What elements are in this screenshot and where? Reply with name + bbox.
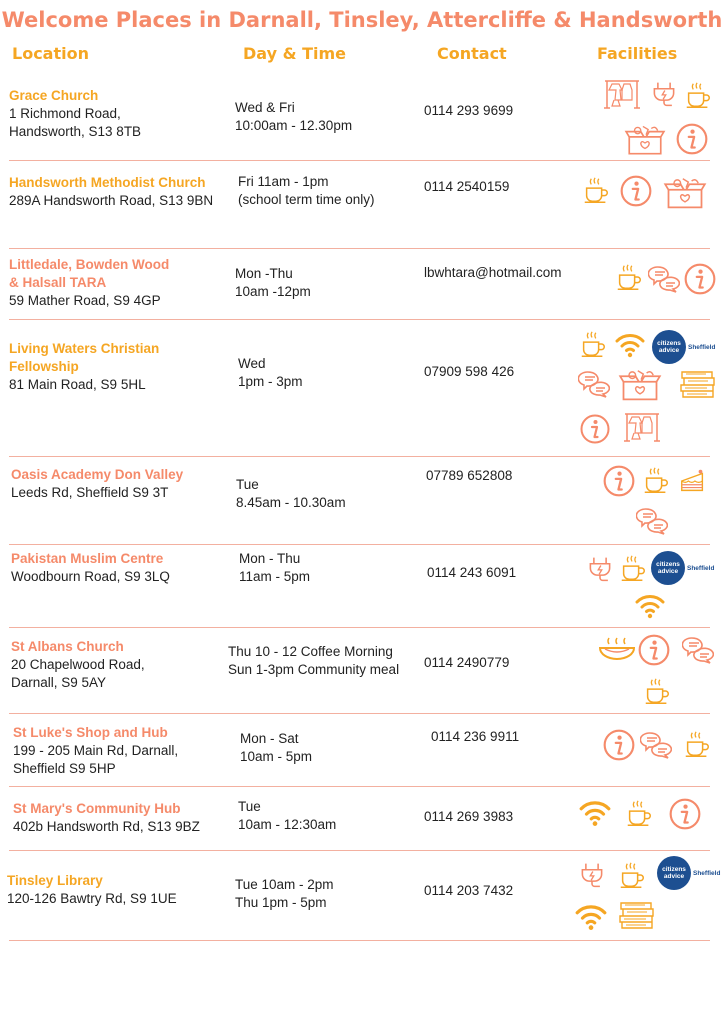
day-time xyxy=(236,476,346,512)
day-line: Mon - Thu xyxy=(239,551,301,566)
citizens-advice-logo xyxy=(657,856,720,890)
clothes-rail-icon xyxy=(622,410,662,444)
location-address: 289A Handsworth Road, S13 9BN xyxy=(9,193,214,208)
day-time xyxy=(235,99,352,135)
day-line: Mon - Sat xyxy=(240,731,299,746)
time-line: 10am - 12:30am xyxy=(238,817,337,832)
location-name: Fellowship xyxy=(9,359,79,374)
location-address: Woodbourn Road, S9 3LQ xyxy=(11,569,170,584)
location-name: St Albans Church xyxy=(11,639,124,654)
contact: 0114 269 3983 xyxy=(424,809,514,824)
ca-text: advice xyxy=(658,347,680,354)
hot-drink-icon xyxy=(581,175,611,205)
hot-drink-icon xyxy=(683,80,713,110)
row-divider xyxy=(9,713,710,714)
charging-icon xyxy=(586,555,614,583)
info-icon xyxy=(602,464,636,498)
row-divider xyxy=(9,160,710,161)
time-line: (school term time only) xyxy=(238,192,375,207)
hot-drink-icon xyxy=(614,262,644,292)
ca-text: citizens xyxy=(657,340,681,347)
hot-drink-icon xyxy=(578,329,608,359)
contact: 0114 236 9911 xyxy=(431,729,520,744)
citizens-advice-logo xyxy=(651,551,714,585)
info-icon xyxy=(579,413,611,445)
day-time xyxy=(238,355,303,391)
location-name: Living Waters Christian xyxy=(9,341,160,356)
row-divider xyxy=(9,456,710,457)
time-line: Thu 1pm - 5pm xyxy=(235,895,327,910)
location-address: Leeds Rd, Sheffield S9 3T xyxy=(11,485,169,500)
location-name: St Mary's Community Hub xyxy=(13,801,181,816)
ca-text: citizens xyxy=(662,866,686,873)
time-line: 8.45am - 10.30am xyxy=(236,495,346,510)
page-title: Welcome Places in Darnall, Tinsley, Attercliffe & Handsworth xyxy=(1,8,723,32)
day-time xyxy=(238,798,336,834)
location-name: Tinsley Library xyxy=(7,873,103,888)
chat-icon xyxy=(640,729,672,761)
info-icon xyxy=(637,633,671,667)
row-divider xyxy=(9,544,710,545)
day-line: Mon -Thu xyxy=(235,266,293,281)
location-name: Handsworth Methodist Church xyxy=(9,175,206,190)
row-divider xyxy=(9,627,710,628)
time-line: 1pm - 3pm xyxy=(238,374,303,389)
header-contact: Contact xyxy=(437,44,507,63)
ca-city: Sheffield xyxy=(688,343,716,351)
contact: 0114 2540159 xyxy=(424,179,510,194)
location-name: Littledale, Bowden Wood xyxy=(9,257,170,272)
location-address: 1 Richmond Road, xyxy=(9,106,121,121)
contact: 0114 2490779 xyxy=(424,655,510,670)
row-divider xyxy=(9,319,710,320)
contact-email[interactable]: lbwhtara@hotmail.com xyxy=(424,265,562,280)
books-icon xyxy=(678,368,718,400)
ca-text: advice xyxy=(663,873,685,880)
day-line: Wed & Fri xyxy=(235,100,295,115)
day-time xyxy=(235,876,334,912)
location-address: Sheffield S9 5HP xyxy=(13,761,116,776)
day-line: Thu 10 - 12 Coffee Morning xyxy=(228,644,393,659)
day-line: Wed xyxy=(238,356,266,371)
location-name: Pakistan Muslim Centre xyxy=(11,551,164,566)
info-icon xyxy=(602,728,636,762)
chat-icon xyxy=(578,368,610,400)
location-address: 81 Main Road, S9 5HL xyxy=(9,377,146,392)
chat-icon xyxy=(636,505,668,537)
header-day-time: Day & Time xyxy=(243,44,347,63)
time-line: 10am -12pm xyxy=(235,284,311,299)
day-time xyxy=(238,173,375,209)
location-address: 20 Chapelwood Road, xyxy=(11,657,145,672)
header-facilities: Facilities xyxy=(597,44,678,63)
location-name: St Luke's Shop and Hub xyxy=(13,725,168,740)
row-divider xyxy=(9,940,710,941)
day-time xyxy=(239,550,310,586)
location-address: Handsworth, S13 8TB xyxy=(9,124,142,139)
chat-icon xyxy=(682,634,714,666)
contact: 0114 203 7432 xyxy=(424,883,514,898)
day-line: Tue xyxy=(236,477,259,492)
ca-city: Sheffield xyxy=(693,869,721,877)
day-line: Tue xyxy=(238,799,261,814)
location-name: Oasis Academy Don Valley xyxy=(11,467,184,482)
time-line: 10:00am - 12.30pm xyxy=(235,118,353,133)
contact: 0114 243 6091 xyxy=(427,565,517,580)
contact: 07909 598 426 xyxy=(424,364,515,379)
location-address: 402b Handsworth Rd, S13 9BZ xyxy=(13,819,200,834)
soup-bowl-icon xyxy=(597,632,637,666)
hot-drink-icon xyxy=(617,860,647,890)
location-address: 199 - 205 Main Rd, Darnall, xyxy=(13,743,179,758)
ca-city: Sheffield xyxy=(687,564,715,572)
ca-text: citizens xyxy=(656,561,680,568)
contact: 07789 652808 xyxy=(426,468,513,483)
info-icon xyxy=(683,262,717,296)
hot-drink-icon xyxy=(642,676,672,706)
time-line: Sun 1-3pm Community meal xyxy=(228,662,400,677)
contact: 0114 293 9699 xyxy=(424,103,514,118)
food-box-icon xyxy=(624,122,666,156)
chat-icon xyxy=(648,263,680,295)
day-time xyxy=(228,643,399,679)
food-box-icon xyxy=(663,174,707,210)
day-line: Tue 10am - 2pm xyxy=(235,877,334,892)
wifi-icon xyxy=(614,329,646,361)
clothes-rail-icon xyxy=(602,78,642,110)
row-divider xyxy=(9,248,710,249)
time-line: 10am - 5pm xyxy=(240,749,313,764)
location-name: & Halsall TARA xyxy=(9,275,107,290)
food-box-icon xyxy=(618,366,662,402)
header-location: Location xyxy=(12,44,89,63)
hot-drink-icon xyxy=(641,465,671,495)
hot-drink-icon xyxy=(624,798,654,828)
wifi-icon xyxy=(578,796,612,830)
location-address: 59 Mather Road, S9 4GP xyxy=(9,293,161,308)
wifi-icon xyxy=(574,900,608,934)
charging-icon xyxy=(578,861,606,889)
day-time xyxy=(240,730,312,766)
wifi-icon xyxy=(634,590,666,622)
day-line: Fri 11am - 1pm xyxy=(238,174,329,189)
info-icon xyxy=(619,174,653,208)
location-address: Darnall, S9 5AY xyxy=(11,675,107,690)
row-divider xyxy=(9,786,710,787)
citizens-advice-logo xyxy=(652,330,715,364)
location-name: Grace Church xyxy=(9,88,99,103)
row-divider xyxy=(9,850,710,851)
cake-icon xyxy=(678,466,708,496)
charging-icon xyxy=(650,80,678,108)
time-line: 11am - 5pm xyxy=(239,569,311,584)
day-time xyxy=(235,265,311,301)
hot-drink-icon xyxy=(618,553,648,583)
books-icon xyxy=(617,899,657,931)
hot-drink-icon xyxy=(682,729,712,759)
ca-text: advice xyxy=(657,568,679,575)
info-icon xyxy=(675,122,709,156)
info-icon xyxy=(668,797,702,831)
location-address: 120-126 Bawtry Rd, S9 1UE xyxy=(7,891,177,906)
